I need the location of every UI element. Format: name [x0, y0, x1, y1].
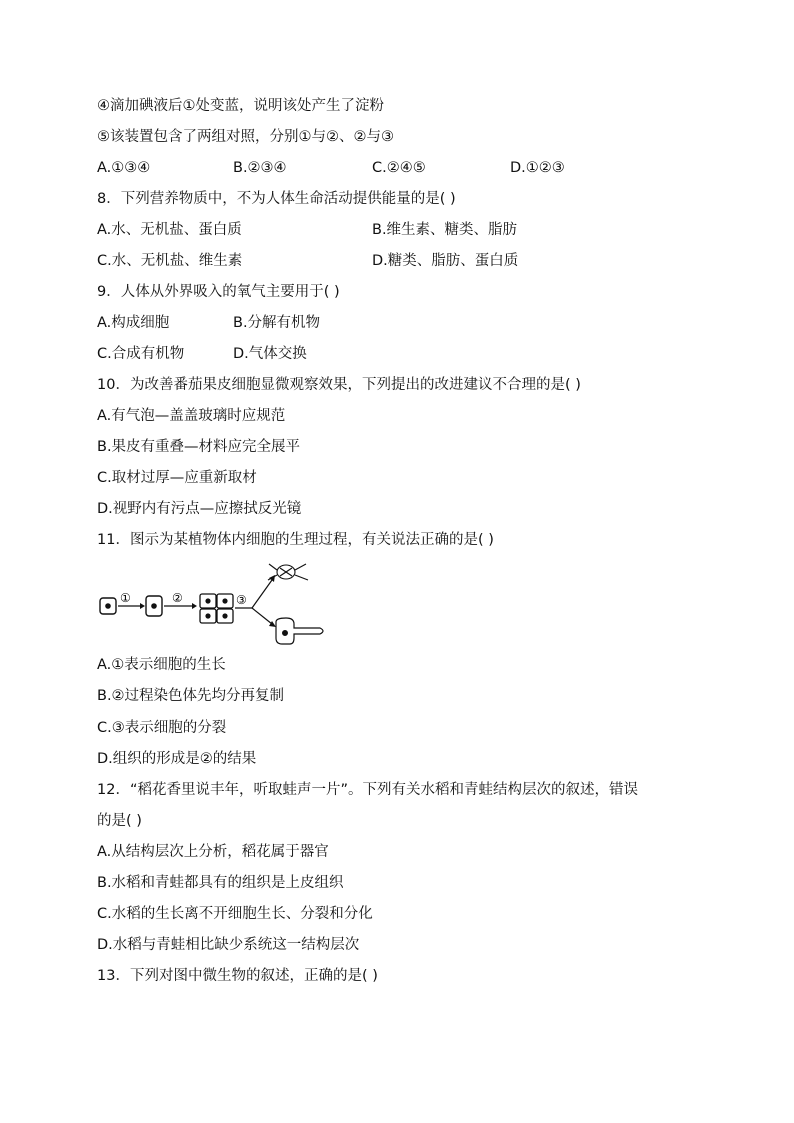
- q7-option-a[interactable]: A.①③④: [97, 160, 151, 176]
- arrow-2-head: [192, 603, 197, 609]
- label-1: ①: [120, 591, 131, 605]
- four-cell-group: [200, 594, 233, 623]
- q12-option-b[interactable]: B.水稻和青蛙都具有的组织是上皮组织: [97, 875, 344, 891]
- q8-option-b[interactable]: B.维生素、糖类、脂肪: [372, 222, 518, 238]
- q10-option-c[interactable]: C.取材过厚—应重新取材: [97, 470, 257, 486]
- q12-stem-line-2: 的是( ): [97, 813, 142, 829]
- label-3: ③: [236, 593, 247, 607]
- q9-option-d[interactable]: D.气体交换: [233, 346, 307, 362]
- q7-option-c[interactable]: C.②④⑤: [372, 160, 426, 176]
- q9-option-c[interactable]: C.合成有机物: [97, 346, 185, 362]
- nucleus: [151, 603, 157, 609]
- q10-stem: 10．为改善番茄果皮细胞显微观察效果，下列提出的改进建议不合理的是( ): [97, 377, 581, 393]
- q11-option-b[interactable]: B.②过程染色体先均分再复制: [97, 688, 285, 704]
- q13-stem: 13．下列对图中微生物的叙述，正确的是( ): [97, 968, 378, 984]
- q10-option-a[interactable]: A.有气泡—盖盖玻璃时应规范: [97, 408, 286, 424]
- q8-option-c[interactable]: C.水、无机盐、维生素: [97, 253, 243, 269]
- q9-stem: 9．人体从外界吸入的氧气主要用于( ): [97, 284, 340, 300]
- cell-process-figure: [96, 558, 336, 648]
- q7-statement-4: ④滴加碘液后①处变蓝，说明该处产生了淀粉: [97, 98, 384, 114]
- q8-option-d[interactable]: D.糖类、脂肪、蛋白质: [372, 253, 519, 269]
- branch-up: [252, 580, 272, 608]
- q8-option-a[interactable]: A.水、无机盐、蛋白质: [97, 222, 242, 238]
- arrow-1-head: [140, 603, 145, 609]
- branch-down: [252, 608, 272, 624]
- nucleus: [105, 603, 111, 609]
- q12-option-a[interactable]: A.从结构层次上分析，稻花属于器官: [97, 844, 329, 860]
- q10-option-b[interactable]: B.果皮有重叠—材料应完全展平: [97, 439, 301, 455]
- q11-option-c[interactable]: C.③表示细胞的分裂: [97, 720, 227, 736]
- q11-option-d[interactable]: D.组织的形成是②的结果: [97, 751, 257, 767]
- q7-option-d[interactable]: D.①②③: [510, 160, 565, 176]
- q9-option-a[interactable]: A.构成细胞: [97, 315, 170, 331]
- q11-option-a[interactable]: A.①表示细胞的生长: [97, 657, 226, 673]
- q7-statement-5: ⑤该装置包含了两组对照，分别①与②、②与③: [97, 129, 394, 145]
- q11-stem: 11．图示为某植物体内细胞的生理过程，有关说法正确的是( ): [97, 532, 494, 548]
- label-2: ②: [172, 591, 183, 605]
- q12-option-d[interactable]: D.水稻与青蛙相比缺少系统这一结构层次: [97, 937, 360, 953]
- q12-stem-line-1: 12．“稻花香里说丰年，听取蛙声一片”。下列有关水稻和青蛙结构层次的叙述，错误: [97, 782, 638, 798]
- q9-option-b[interactable]: B.分解有机物: [233, 315, 321, 331]
- q8-stem: 8．下列营养物质中，不为人体生命活动提供能量的是( ): [97, 191, 456, 207]
- q7-option-b[interactable]: B.②③④: [233, 160, 287, 176]
- differentiated-cell-elongated: [276, 618, 323, 644]
- q10-option-d[interactable]: D.视野内有污点—应擦拭反光镜: [97, 501, 302, 517]
- q12-option-c[interactable]: C.水稻的生长离不开细胞生长、分裂和分化: [97, 906, 373, 922]
